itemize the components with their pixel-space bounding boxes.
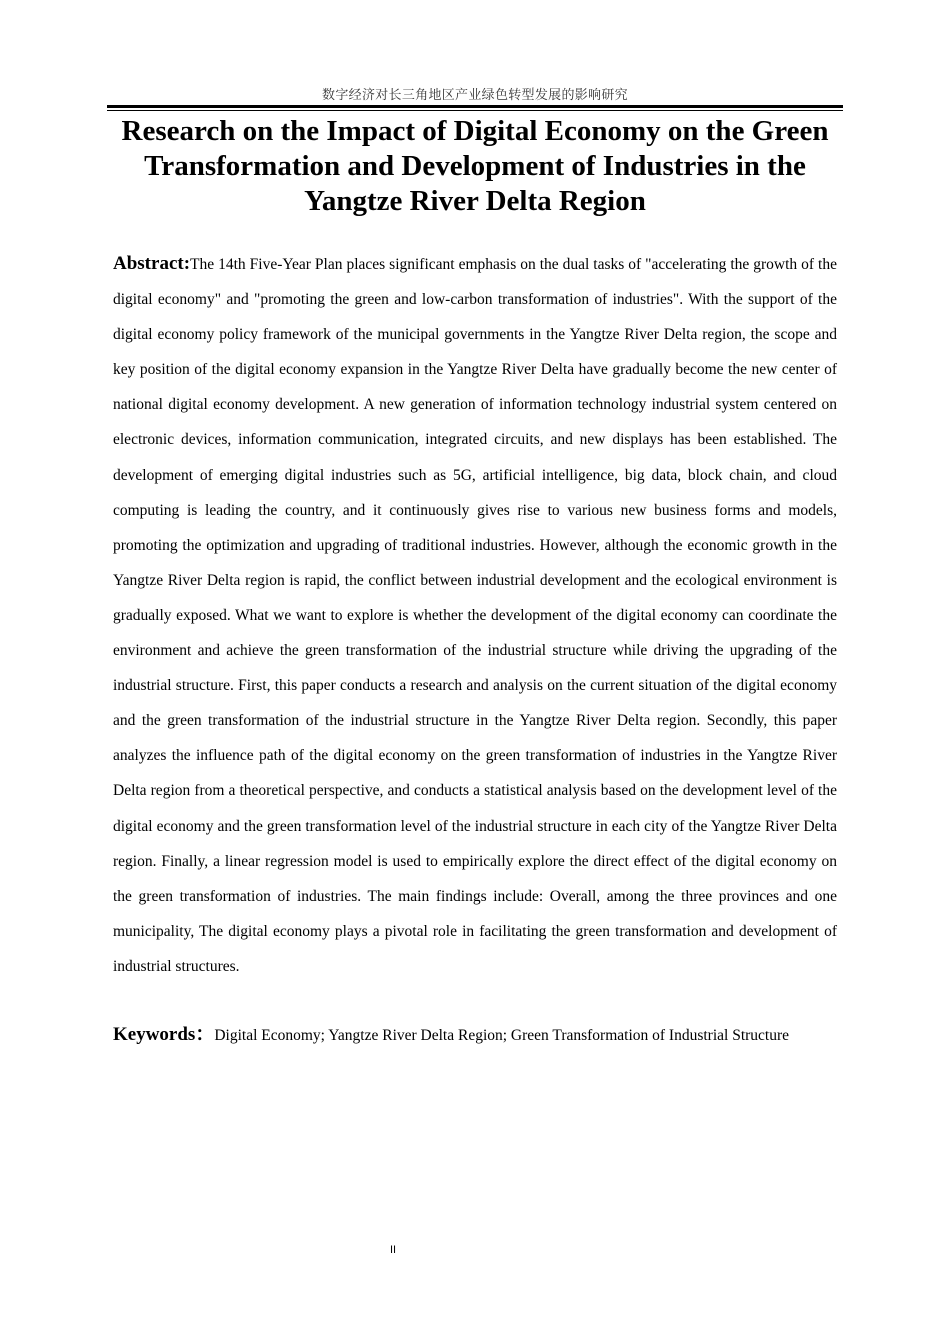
- page-number: II: [389, 1244, 397, 1256]
- paper-title: Research on the Impact of Digital Economy on the Green Transformation and Development of Industries in the Yangtze River Delta Region: [121, 115, 829, 217]
- running-header: 数字经济对长三角地区产业绿色转型发展的影响研究: [322, 88, 628, 103]
- header-rule-thin: [107, 110, 843, 111]
- abstract-text: The 14th Five-Year Plan places significant emphasis on the dual tasks of "accelerating the growth of the digital economy" and "promoting the green and low-carbon transformation of industries". With the support of the digital economy policy framework of the municipal governments in the Yangtze River Delta region, the scope and key position of the digital economy expansion in the Yangtze River Delta have gradually become the new center of national digital economy development. A new generation of information technology industrial system centered on electronic devices, information communication, integrated circuits, and new displays has been established. The development of emerging digital industries such as 5G, artificial intelligence, big data, block chain, and cloud computing is leading the country, and it continuously gives rise to various new business forms and models, promoting the optimization and upgrading of traditional industries. However, although the economic growth in the Yangtze River Delta region is rapid, the conflict between industrial development and the ecological environment is gradually exposed. What we want to explore is whether the development of the digital economy can coordinate the environment and achieve the green transformation of the industrial structure while driving the upgrading of the industrial structure. First, this paper conducts a research and analysis on the current situation of the digital economy and the green transformation of the industrial structure in the Yangtze River Delta region. Secondly, this paper analyzes the influence path of the digital economy on the green transformation of industries in the Yangtze River Delta region from a theoretical perspective, and conducts a statistical analysis based on the development level of the digital economy and the green transformation level of the industrial structure in each city of the Yangtze River Delta region. Finally, a linear regression model is used to empirically explore the direct effect of the digital economy on the green transformation of industries. The main findings include: Overall, among the three provinces and one municipality, The digital economy plays a pivotal role in facilitating the green transformation and development of industrial structures.: [113, 256, 837, 975]
- keywords-line: [113, 1019, 837, 1052]
- abstract-paragraph: [113, 246, 837, 984]
- keywords-text: Digital Economy; Yangtze River Delta Region; Green Transformation of Industrial Structure: [214, 1027, 790, 1044]
- abstract-label: Abstract:: [113, 253, 191, 274]
- header-rule-thick: [107, 105, 843, 108]
- keywords-label: Keywords：: [113, 1024, 215, 1045]
